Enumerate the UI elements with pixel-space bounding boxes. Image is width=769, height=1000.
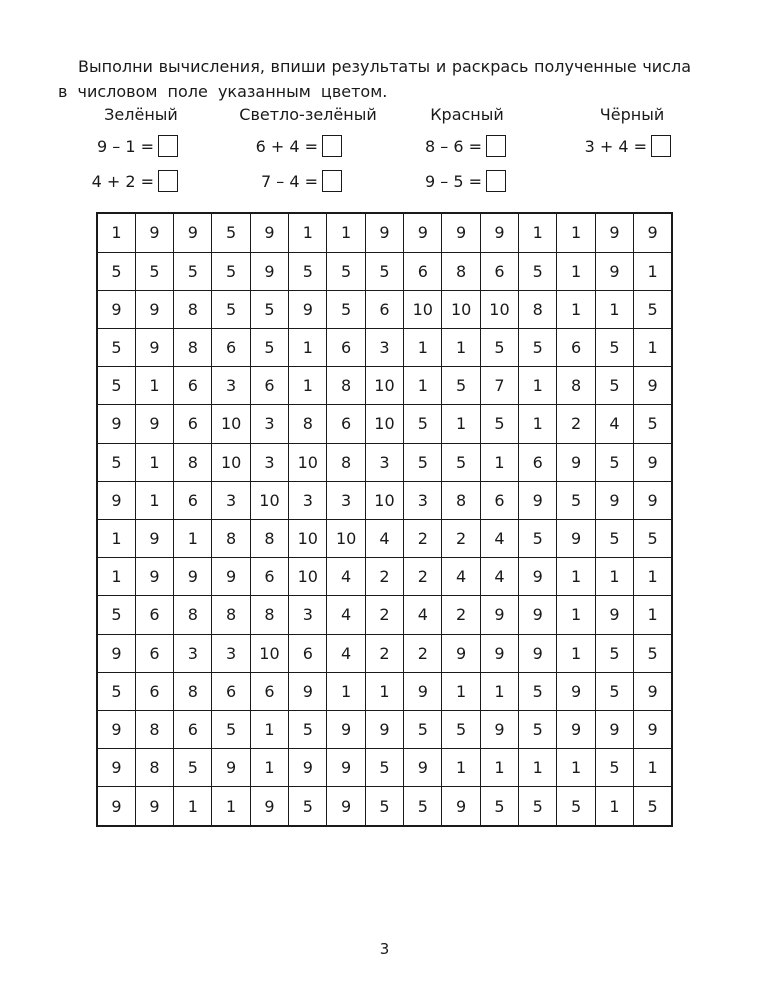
- grid-cell[interactable]: 9: [634, 367, 672, 405]
- grid-cell[interactable]: 9: [174, 558, 212, 596]
- grid-cell[interactable]: 8: [212, 519, 250, 557]
- grid-cell[interactable]: 5: [365, 749, 403, 787]
- grid-cell[interactable]: 3: [250, 443, 288, 481]
- grid-cell[interactable]: 9: [442, 634, 480, 672]
- grid-cell[interactable]: 5: [365, 252, 403, 290]
- grid-cell[interactable]: 4: [365, 519, 403, 557]
- grid-cell[interactable]: 8: [135, 749, 173, 787]
- grid-cell[interactable]: 5: [634, 634, 672, 672]
- grid-cell[interactable]: 1: [250, 710, 288, 748]
- legend-red: [392, 104, 542, 196]
- grid-cell[interactable]: 6: [557, 329, 595, 367]
- grid-cell[interactable]: 1: [327, 672, 365, 710]
- grid-cell[interactable]: 5: [327, 290, 365, 328]
- number-field-grid: [96, 212, 673, 827]
- answer-box[interactable]: [158, 135, 178, 157]
- grid-cell[interactable]: 8: [557, 367, 595, 405]
- answer-box[interactable]: [486, 170, 506, 192]
- grid-cell[interactable]: 10: [442, 290, 480, 328]
- grid-cell[interactable]: 2: [557, 405, 595, 443]
- grid-cell[interactable]: 3: [365, 329, 403, 367]
- grid-cell[interactable]: 6: [404, 252, 442, 290]
- grid-cell[interactable]: 8: [289, 405, 327, 443]
- grid-cell[interactable]: 6: [289, 634, 327, 672]
- grid-cell[interactable]: 9: [404, 213, 442, 252]
- grid-cell[interactable]: 2: [442, 596, 480, 634]
- grid-cell[interactable]: 9: [327, 787, 365, 826]
- grid-row: [97, 787, 672, 826]
- grid-row: [97, 634, 672, 672]
- grid-cell[interactable]: 9: [557, 672, 595, 710]
- grid-cell[interactable]: 1: [135, 367, 173, 405]
- grid-cell[interactable]: 3: [327, 481, 365, 519]
- answer-box[interactable]: [158, 170, 178, 192]
- grid-cell[interactable]: 1: [250, 749, 288, 787]
- equation-text: 7 – 4 =: [260, 171, 318, 191]
- grid-cell[interactable]: 1: [519, 749, 557, 787]
- grid-cell[interactable]: 5: [442, 710, 480, 748]
- grid-cell[interactable]: 9: [327, 710, 365, 748]
- grid-cell[interactable]: 5: [634, 405, 672, 443]
- answer-box[interactable]: [486, 135, 506, 157]
- grid-cell[interactable]: 10: [365, 367, 403, 405]
- grid-cell[interactable]: 10: [212, 443, 250, 481]
- grid-cell[interactable]: 8: [174, 443, 212, 481]
- grid-cell[interactable]: 1: [97, 213, 135, 252]
- grid-cell[interactable]: 7: [480, 367, 518, 405]
- grid-cell[interactable]: 1: [289, 329, 327, 367]
- grid-row: [97, 443, 672, 481]
- grid-cell[interactable]: 8: [442, 481, 480, 519]
- grid-cell[interactable]: 8: [174, 672, 212, 710]
- grid-cell[interactable]: 10: [289, 558, 327, 596]
- grid-cell[interactable]: 10: [365, 481, 403, 519]
- grid-cell[interactable]: 9: [595, 710, 633, 748]
- equation-row: [66, 166, 216, 196]
- grid-cell[interactable]: 1: [480, 749, 518, 787]
- grid-cell[interactable]: 6: [250, 367, 288, 405]
- grid-cell[interactable]: 9: [480, 710, 518, 748]
- grid-cell[interactable]: 1: [135, 481, 173, 519]
- grid-cell[interactable]: 8: [135, 710, 173, 748]
- grid-cell[interactable]: 6: [327, 405, 365, 443]
- grid-cell[interactable]: 9: [595, 481, 633, 519]
- grid-cell[interactable]: 1: [212, 787, 250, 826]
- grid-cell[interactable]: 5: [97, 367, 135, 405]
- grid-cell[interactable]: 9: [97, 405, 135, 443]
- grid-cell[interactable]: 6: [250, 558, 288, 596]
- equation-row: [392, 131, 542, 161]
- grid-cell[interactable]: 1: [634, 252, 672, 290]
- grid-cell[interactable]: 9: [135, 558, 173, 596]
- grid-cell[interactable]: 5: [289, 252, 327, 290]
- grid-cell[interactable]: 9: [135, 519, 173, 557]
- grid-cell[interactable]: 5: [595, 749, 633, 787]
- grid-cell[interactable]: 5: [327, 252, 365, 290]
- grid-row: [97, 519, 672, 557]
- grid-cell[interactable]: 9: [634, 213, 672, 252]
- grid-cell[interactable]: 9: [135, 787, 173, 826]
- grid-cell[interactable]: 9: [595, 213, 633, 252]
- grid-cell[interactable]: 5: [212, 213, 250, 252]
- grid-cell[interactable]: 6: [519, 443, 557, 481]
- legend-color-name: Зелёный: [104, 105, 178, 124]
- grid-cell[interactable]: 6: [174, 481, 212, 519]
- grid-cell[interactable]: 5: [595, 634, 633, 672]
- grid-cell[interactable]: 9: [595, 252, 633, 290]
- grid-cell[interactable]: 4: [442, 558, 480, 596]
- instruction-line-2: в числовом поле указанным цветом.: [58, 82, 388, 101]
- grid-cell[interactable]: 4: [480, 519, 518, 557]
- grid-cell[interactable]: 5: [212, 290, 250, 328]
- grid-cell[interactable]: 10: [212, 405, 250, 443]
- grid-cell[interactable]: 1: [557, 213, 595, 252]
- grid-cell[interactable]: 6: [327, 329, 365, 367]
- grid-cell[interactable]: 2: [365, 596, 403, 634]
- grid-cell[interactable]: 2: [404, 634, 442, 672]
- grid-cell[interactable]: 9: [634, 443, 672, 481]
- grid-row: [97, 749, 672, 787]
- equation-text: 6 + 4 =: [255, 136, 318, 156]
- grid-cell[interactable]: 3: [250, 405, 288, 443]
- grid-cell[interactable]: 5: [174, 749, 212, 787]
- grid-cell[interactable]: 9: [289, 290, 327, 328]
- grid-cell[interactable]: 9: [365, 710, 403, 748]
- grid-cell[interactable]: 6: [212, 672, 250, 710]
- grid-cell[interactable]: 10: [289, 519, 327, 557]
- grid-cell[interactable]: 6: [480, 252, 518, 290]
- grid-cell[interactable]: 2: [442, 519, 480, 557]
- answer-box[interactable]: [651, 135, 671, 157]
- equation-row: [228, 166, 388, 196]
- grid-cell[interactable]: 1: [442, 749, 480, 787]
- grid-cell[interactable]: 1: [442, 329, 480, 367]
- grid-cell[interactable]: 8: [174, 329, 212, 367]
- grid-cell[interactable]: 9: [480, 596, 518, 634]
- grid-cell[interactable]: 9: [135, 290, 173, 328]
- answer-box[interactable]: [322, 170, 342, 192]
- grid-cell[interactable]: 5: [634, 519, 672, 557]
- grid-row: [97, 329, 672, 367]
- grid-cell[interactable]: 6: [480, 481, 518, 519]
- grid-row: [97, 213, 672, 252]
- grid-cell[interactable]: 6: [135, 596, 173, 634]
- grid-cell[interactable]: 9: [404, 749, 442, 787]
- grid-cell[interactable]: 5: [595, 329, 633, 367]
- grid-cell[interactable]: 1: [557, 634, 595, 672]
- grid-cell[interactable]: 5: [519, 519, 557, 557]
- grid-cell[interactable]: 4: [595, 405, 633, 443]
- grid-cell[interactable]: 9: [519, 634, 557, 672]
- grid-cell[interactable]: 8: [174, 290, 212, 328]
- grid-cell[interactable]: 4: [327, 634, 365, 672]
- grid-cell[interactable]: 10: [327, 519, 365, 557]
- grid-cell[interactable]: 10: [289, 443, 327, 481]
- grid-cell[interactable]: 9: [289, 749, 327, 787]
- grid-row: [97, 405, 672, 443]
- grid-cell[interactable]: 3: [212, 634, 250, 672]
- legend-color-name: Чёрный: [599, 105, 665, 124]
- grid-cell[interactable]: 5: [480, 405, 518, 443]
- grid-cell[interactable]: 5: [404, 405, 442, 443]
- grid-cell[interactable]: 9: [557, 710, 595, 748]
- grid-cell[interactable]: 1: [442, 405, 480, 443]
- grid-cell[interactable]: 9: [135, 329, 173, 367]
- grid-cell[interactable]: 1: [289, 213, 327, 252]
- grid-cell[interactable]: 1: [634, 596, 672, 634]
- grid-cell[interactable]: 9: [442, 213, 480, 252]
- grid-row: [97, 367, 672, 405]
- grid-row: [97, 290, 672, 328]
- grid-cell[interactable]: 1: [634, 558, 672, 596]
- grid-cell[interactable]: 5: [97, 252, 135, 290]
- grid-cell[interactable]: 1: [327, 213, 365, 252]
- grid-cell[interactable]: 9: [519, 481, 557, 519]
- grid-cell[interactable]: 6: [174, 710, 212, 748]
- grid-row: [97, 710, 672, 748]
- grid-cell[interactable]: 5: [250, 290, 288, 328]
- legend-light-green: [228, 104, 388, 196]
- grid-cell[interactable]: 8: [442, 252, 480, 290]
- page-number: 3: [379, 940, 390, 958]
- grid-cell[interactable]: 5: [97, 596, 135, 634]
- grid-cell[interactable]: 1: [595, 558, 633, 596]
- grid-cell[interactable]: 5: [519, 710, 557, 748]
- grid-cell[interactable]: 1: [480, 443, 518, 481]
- grid-cell[interactable]: 1: [595, 290, 633, 328]
- grid-cell[interactable]: 5: [289, 787, 327, 826]
- grid-cell[interactable]: 9: [97, 749, 135, 787]
- grid-cell[interactable]: 8: [327, 443, 365, 481]
- grid-cell[interactable]: 9: [634, 710, 672, 748]
- grid-cell[interactable]: 4: [480, 558, 518, 596]
- grid-cell[interactable]: 2: [404, 558, 442, 596]
- legend-color-name: Светло-зелёный: [239, 105, 377, 124]
- grid-cell[interactable]: 9: [634, 481, 672, 519]
- grid-cell[interactable]: 6: [135, 672, 173, 710]
- grid-cell[interactable]: 9: [480, 634, 518, 672]
- grid-cell[interactable]: 5: [442, 443, 480, 481]
- grid-cell[interactable]: 5: [480, 329, 518, 367]
- grid-cell[interactable]: 5: [250, 329, 288, 367]
- grid-cell[interactable]: 1: [557, 290, 595, 328]
- grid-cell[interactable]: 5: [519, 787, 557, 826]
- grid-cell[interactable]: 5: [557, 787, 595, 826]
- grid-cell[interactable]: 6: [250, 672, 288, 710]
- grid-cell[interactable]: 1: [174, 787, 212, 826]
- equation-row: [228, 131, 388, 161]
- grid-cell[interactable]: 5: [519, 672, 557, 710]
- grid-cell[interactable]: 2: [365, 634, 403, 672]
- instruction-text: [58, 54, 691, 104]
- grid-cell[interactable]: 2: [404, 519, 442, 557]
- grid-cell[interactable]: 5: [595, 367, 633, 405]
- equation-text: 9 – 1 =: [96, 136, 154, 156]
- grid-cell[interactable]: 5: [404, 443, 442, 481]
- grid-cell[interactable]: 9: [634, 672, 672, 710]
- instruction-line-1: Выполни вычисления, впиши результаты и раскрась полученные числа: [78, 57, 691, 76]
- grid-cell[interactable]: 6: [365, 290, 403, 328]
- grid-cell[interactable]: 9: [250, 787, 288, 826]
- grid-cell[interactable]: 1: [289, 367, 327, 405]
- equation-row: [557, 131, 707, 161]
- grid-cell[interactable]: 1: [557, 558, 595, 596]
- grid-cell[interactable]: 5: [212, 252, 250, 290]
- grid-cell[interactable]: 8: [519, 290, 557, 328]
- grid-cell[interactable]: 9: [212, 749, 250, 787]
- legend-black: [557, 104, 707, 161]
- grid-cell[interactable]: 6: [135, 634, 173, 672]
- answer-box[interactable]: [322, 135, 342, 157]
- grid-cell[interactable]: 9: [97, 787, 135, 826]
- grid-cell[interactable]: 1: [634, 749, 672, 787]
- grid-cell[interactable]: 9: [250, 213, 288, 252]
- grid-cell[interactable]: 5: [97, 672, 135, 710]
- grid-cell[interactable]: 1: [365, 672, 403, 710]
- grid-cell[interactable]: 6: [212, 329, 250, 367]
- equation-text: 3 + 4 =: [584, 136, 647, 156]
- grid-cell[interactable]: 4: [327, 558, 365, 596]
- grid-row: [97, 481, 672, 519]
- grid-cell[interactable]: 5: [135, 252, 173, 290]
- grid-cell[interactable]: 3: [212, 367, 250, 405]
- grid-cell[interactable]: 9: [97, 634, 135, 672]
- grid-cell[interactable]: 3: [365, 443, 403, 481]
- grid-cell[interactable]: 9: [212, 558, 250, 596]
- grid-cell[interactable]: 9: [557, 519, 595, 557]
- equation-text: 9 – 5 =: [424, 171, 482, 191]
- grid-cell[interactable]: 9: [327, 749, 365, 787]
- grid-cell[interactable]: 9: [557, 443, 595, 481]
- grid-cell[interactable]: 1: [97, 558, 135, 596]
- grid-cell[interactable]: 5: [289, 710, 327, 748]
- grid-cell[interactable]: 1: [174, 519, 212, 557]
- grid-cell[interactable]: 5: [404, 710, 442, 748]
- grid-cell[interactable]: 9: [250, 252, 288, 290]
- grid-cell[interactable]: 9: [595, 596, 633, 634]
- grid-cell[interactable]: 1: [557, 596, 595, 634]
- grid-cell[interactable]: 1: [557, 252, 595, 290]
- grid-cell[interactable]: 1: [404, 367, 442, 405]
- grid-cell[interactable]: 9: [174, 213, 212, 252]
- grid-cell[interactable]: 8: [212, 596, 250, 634]
- grid-cell[interactable]: 5: [212, 710, 250, 748]
- grid-cell[interactable]: 5: [442, 367, 480, 405]
- grid-cell[interactable]: 9: [289, 672, 327, 710]
- grid-cell[interactable]: 3: [174, 634, 212, 672]
- grid-cell[interactable]: 5: [174, 252, 212, 290]
- legend-color-name: Красный: [430, 105, 504, 124]
- grid-cell[interactable]: 5: [404, 787, 442, 826]
- grid-row: [97, 558, 672, 596]
- grid-cell[interactable]: 1: [557, 749, 595, 787]
- grid-cell[interactable]: 8: [174, 596, 212, 634]
- legend-green: [66, 104, 216, 196]
- grid-cell[interactable]: 9: [519, 558, 557, 596]
- grid-row: [97, 596, 672, 634]
- grid-cell[interactable]: 5: [480, 787, 518, 826]
- equation-text: 8 – 6 =: [424, 136, 482, 156]
- grid-cell[interactable]: 10: [250, 481, 288, 519]
- grid-cell[interactable]: 9: [442, 787, 480, 826]
- grid-cell[interactable]: 5: [519, 329, 557, 367]
- grid-cell[interactable]: 5: [595, 443, 633, 481]
- grid-cell[interactable]: 9: [404, 672, 442, 710]
- grid-cell[interactable]: 10: [250, 634, 288, 672]
- equation-row: [392, 166, 542, 196]
- grid-cell[interactable]: 5: [557, 481, 595, 519]
- grid-cell[interactable]: 9: [97, 290, 135, 328]
- grid-cell[interactable]: 10: [404, 290, 442, 328]
- grid-cell[interactable]: 9: [519, 596, 557, 634]
- grid-cell[interactable]: 1: [519, 405, 557, 443]
- grid-cell[interactable]: 9: [135, 213, 173, 252]
- grid-cell[interactable]: 6: [174, 405, 212, 443]
- grid-cell[interactable]: 5: [595, 672, 633, 710]
- grid-cell[interactable]: 4: [404, 596, 442, 634]
- grid-cell[interactable]: 1: [442, 672, 480, 710]
- grid-cell[interactable]: 1: [519, 367, 557, 405]
- grid-row: [97, 252, 672, 290]
- grid-cell[interactable]: 10: [480, 290, 518, 328]
- grid-cell[interactable]: 1: [97, 519, 135, 557]
- grid-cell[interactable]: 6: [174, 367, 212, 405]
- grid-cell[interactable]: 5: [595, 519, 633, 557]
- grid-cell[interactable]: 1: [404, 329, 442, 367]
- grid-cell[interactable]: 10: [365, 405, 403, 443]
- grid-cell[interactable]: 3: [289, 596, 327, 634]
- grid-cell[interactable]: 8: [250, 519, 288, 557]
- grid-cell[interactable]: 9: [97, 481, 135, 519]
- grid-cell[interactable]: 1: [135, 443, 173, 481]
- grid-cell[interactable]: 5: [634, 290, 672, 328]
- grid-cell[interactable]: 5: [365, 787, 403, 826]
- equation-row: [66, 131, 216, 161]
- grid-cell[interactable]: 8: [327, 367, 365, 405]
- grid-cell[interactable]: 5: [97, 443, 135, 481]
- grid-cell[interactable]: 5: [97, 329, 135, 367]
- grid-cell[interactable]: 3: [404, 481, 442, 519]
- grid-cell[interactable]: 5: [519, 252, 557, 290]
- grid-cell[interactable]: 9: [365, 213, 403, 252]
- grid-cell[interactable]: 3: [289, 481, 327, 519]
- grid-cell[interactable]: 8: [250, 596, 288, 634]
- grid-cell[interactable]: 1: [595, 787, 633, 826]
- grid-cell[interactable]: 9: [480, 213, 518, 252]
- grid-cell[interactable]: 9: [97, 710, 135, 748]
- grid-cell[interactable]: 1: [480, 672, 518, 710]
- grid-cell[interactable]: 2: [365, 558, 403, 596]
- grid-cell[interactable]: 4: [327, 596, 365, 634]
- grid-row: [97, 672, 672, 710]
- grid-cell[interactable]: 1: [519, 213, 557, 252]
- grid-cell[interactable]: 1: [634, 329, 672, 367]
- equation-text: 4 + 2 =: [91, 171, 154, 191]
- grid-cell[interactable]: 3: [212, 481, 250, 519]
- grid-cell[interactable]: 5: [634, 787, 672, 826]
- grid-cell[interactable]: 9: [135, 405, 173, 443]
